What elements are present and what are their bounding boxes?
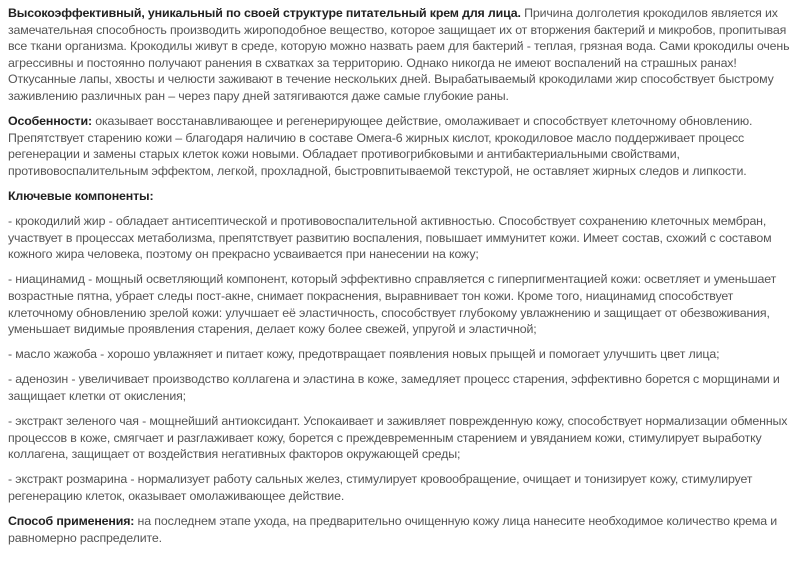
usage-paragraph: [8, 513, 792, 546]
components-heading-text: Ключевые компоненты:: [8, 188, 154, 203]
component-item: - крокодилий жир - обладает антисептической и противовоспалительной активностью. Способствует сохранению клеточных мембран, участвует в процессах метаболизма, препятствует развитию воспаления, повышает иммунитет кожи. Имеет состав, схожий с составом кожного жира человека, поэтому он прекрасно усваивается при нанесении на кожу;: [8, 214, 772, 262]
components-heading: [8, 188, 792, 205]
features-text: оказывает восстанавливающее и регенерирующее действие, омолаживает и способствует клеточному обновлению. Препятствует старению кожи – благодаря наличию в составе Омега-6 жирных кислот, крокодиловое масло поддерживает процесс регенерации и замены старых клеток кожи новыми. Обладает противогрибковыми и антибактериальными свойствами, противовоспалительным эффектом, легкой, прохладной, быстровпитываемой текстурой, не оставляет жирных следов и липкости.: [8, 114, 753, 178]
usage-label: Способ применения:: [8, 513, 135, 528]
features-label: Особенности:: [8, 114, 92, 129]
component-item: - масло жажоба - хорошо увлажняет и питает кожу, предотвращает появления новых прыщей и помогает улучшить цвет лица;: [8, 347, 720, 362]
component-item: - экстракт зеленого чая - мощнейший антиоксидант. Успокаивает и заживляет поврежденную кожу, способствует нормализации обменных процессов в коже, смягчает и разглаживает кожу, борется с преждевременным старением и увяданием кожи, стимулирует выработку коллагена, защищает от воздействия негативных факторов окружающей среды;: [8, 413, 788, 462]
features-paragraph: [8, 113, 792, 179]
intro-paragraph: [8, 5, 792, 105]
usage-text: на последнем этапе ухода, на предварительно очищенную кожу лица нанесите необходимое количество крема и равномерно распределите.: [8, 513, 778, 545]
intro-text: Причина долголетия крокодилов является их замечательная способность производить жироподобное вещество, которое защищает их от вторжения бактерий и микробов, пропитывая все ткани организма. Крокодилы живут в среде, которую можно назвать раем для бактерий - теплая, грязная вода. Сами крокодилы очень агрессивны и постоянно получают ранения в схватках за территорию. Однако никогда не имеют воспалений на страшных ранах! Откусанные лапы, хвосты и челюсти заживают в течение нескольких дней. Вырабатываемый крокодилами жир способствует быстрому заживлению различных ран – через пару дней затягиваются даже самые глубокие раны.: [8, 6, 790, 103]
intro-title: Высокоэффективный, уникальный по своей структуре питательный крем для лица.: [8, 6, 521, 20]
component-item: - ниацинамид - мощный осветляющий компонент, который эффективно справляется с гиперпигментацией кожи: осветляет и уменьшает возрастные пятна, убрает следы пост-акне, снимает покраснения, выравнивает тон кожи. Кроме того, ниацинамид способствует клеточному обновлению зрелой кожи: улучшает её эластичность, способствует глубокому увлажнению и защищает от обезвоживания, уменьшает видимые проявления старения, делает кожу более свежей, упругой и эластичной;: [8, 272, 777, 337]
component-item: - аденозин - увеличивает производство коллагена и эластина в коже, замедляет процесс старения, эффективно борется с морщинами и защищает клетки от окисления;: [8, 372, 780, 403]
component-item: - экстракт розмарина - нормализует работу сальных желез, стимулирует кровообращение, очищает и тонизирует кожу, стимулирует регенерацию клеток, оказывает омолаживающее действие.: [8, 472, 753, 503]
